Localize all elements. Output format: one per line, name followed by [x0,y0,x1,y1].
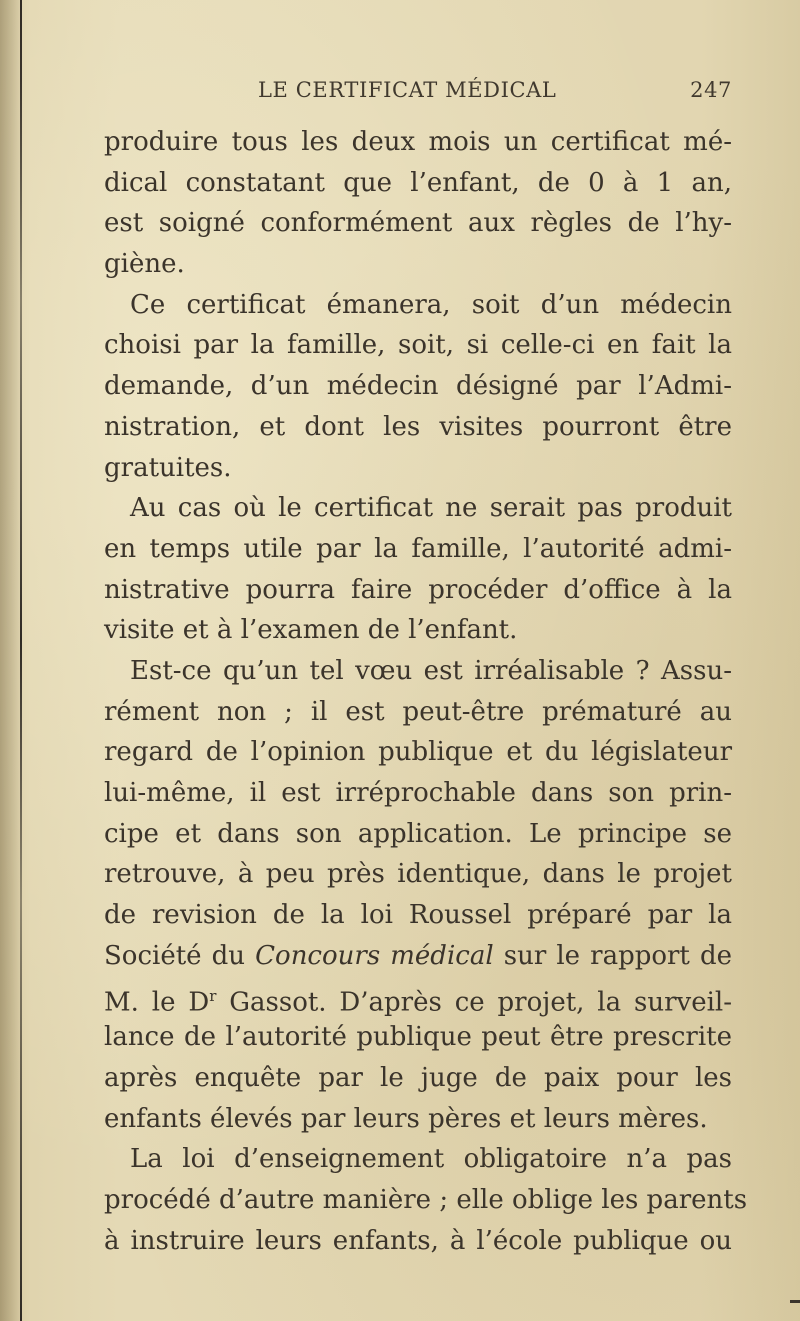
page-header [258,72,732,108]
text-fragment: M. le D [104,988,210,1019]
text-line: enfants élevés par leurs pères et leurs mères. [104,1103,708,1134]
text-line: après enquête par le juge de paix pour les [104,1062,732,1093]
text-line: de revision de la loi Roussel préparé par la [104,900,732,931]
binding-gutter-shadow [0,0,20,1321]
text-line: gratuites. [104,452,232,483]
text-line: visite et à l’examen de l’enfant. [104,615,518,646]
text-line: dical constatant que l’enfant, de 0 à 1 an, [104,167,732,198]
text-line: demande, d’un médecin désigné par l’Admi- [104,371,732,402]
superscript: r [209,987,217,1006]
text-line: lui-même, il est irréprochable dans son prin- [104,778,732,808]
text-line: procédé d’autre manière ; elle oblige les parents [104,1184,748,1215]
text-fragment: Gassot. D’après ce projet, la surveil- [229,988,732,1019]
text-line: regard de l’opinion publique et du législateur [104,737,732,768]
page-number: 247 [690,78,732,102]
text-line: lance de l’autorité publique peut être prescrite [104,1022,732,1053]
text-line: à instruire leurs enfants, à l’école publique ou [104,1225,732,1256]
text-line: produire tous les deux mois un certificat mé- [104,127,732,157]
text-fragment: sur le rapport de [503,940,733,971]
running-head: LE CERTIFICAT MÉDICAL [258,78,557,102]
text-line: retrouve, à peu près identique, dans le projet [104,859,732,890]
text-line: Ce certificat émanera, soit d’un médecin [130,289,732,320]
text-line: Au cas où le certificat ne serait pas produit [130,493,732,524]
text-fragment: Société du [104,940,246,971]
text-line: rément non ; il est peut-être prématuré au [104,696,732,727]
italic-journal-title: Concours médical [255,940,494,971]
text-line-mixed [104,936,732,977]
text-line-mixed [104,976,732,1017]
text-line: choisi par la famille, soit, si celle-ci en fait la [104,330,732,361]
text-line: Est-ce qu’un tel vœu est irréalisable ? Assu- [130,655,732,686]
text-line: est soigné conformément aux règles de l’hy- [104,208,732,239]
text-line: La loi d’enseignement obligatoire n’a pas [130,1144,732,1175]
text-line: giène. [104,249,185,280]
binding-gutter-line [20,0,22,1321]
text-line: nistrative pourra faire procéder d’office à la [104,574,732,605]
text-line: cipe et dans son application. Le principe se [104,818,732,849]
text-line: nistration, et dont les visites pourront être [104,411,732,442]
body-text [104,122,748,1261]
text-line: en temps utile par la famille, l’autorité admi- [104,533,732,564]
page-edge-mark [790,1300,800,1303]
